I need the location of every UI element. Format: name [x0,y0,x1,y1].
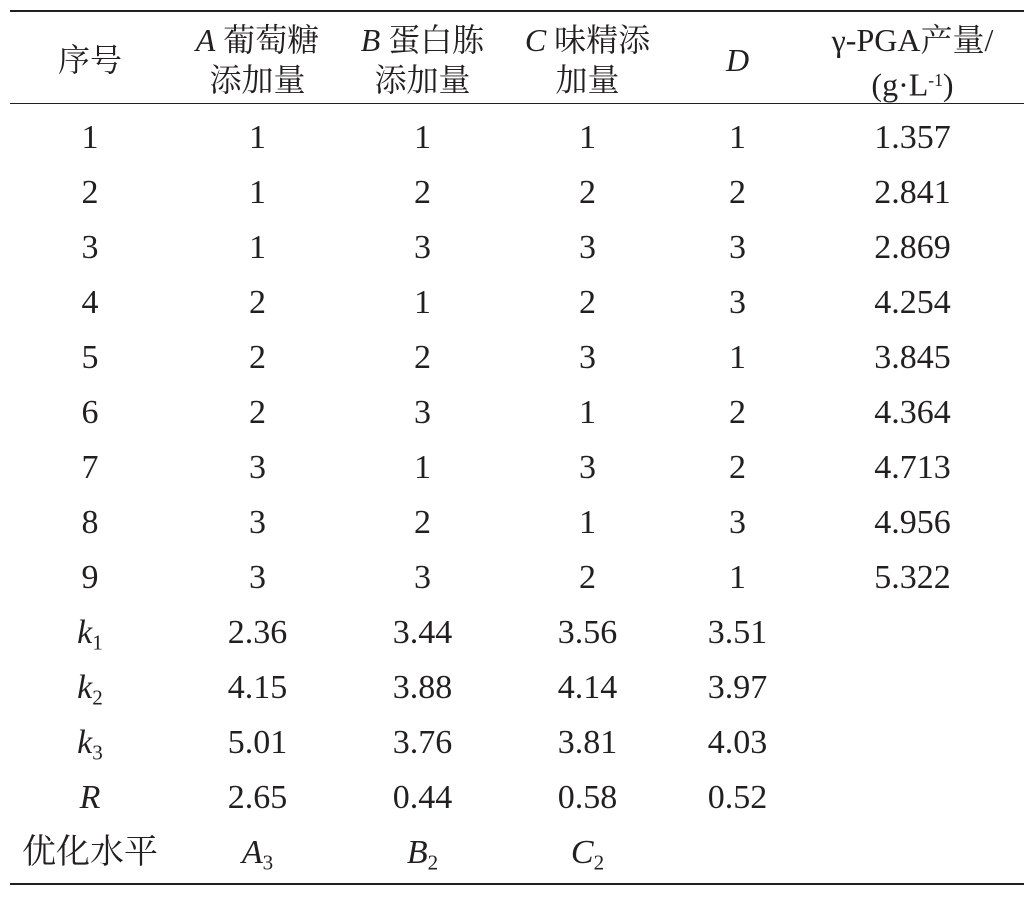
cell-c: 4.14 [557,669,618,706]
row-label-k3: $k_3$ [77,724,103,765]
cell-b: 3.76 [392,724,453,761]
cell-yield: 2.869 [874,229,951,266]
header-peptone-line2: 添加量 [374,62,471,98]
cell-b: 0.44 [392,779,453,816]
cell-yield: 4.956 [874,504,951,541]
cell-serial: 2 [81,174,99,211]
cell-serial: 7 [81,449,99,486]
cell-yield: 4.713 [874,449,951,486]
cell-b: 3 [414,229,431,266]
cell-serial: 5 [81,339,99,376]
cell-b: 2 [414,504,431,541]
cell-a: 1 [249,174,266,211]
row-label-k2: $k_2$ [77,669,103,710]
cell-a: 2 [249,394,266,431]
cell-d: 2 [729,449,746,486]
cell-d: 0.52 [707,779,768,816]
cell-d: 3 [729,504,746,541]
cell-c: 1 [579,119,596,156]
header-msg-letter: C [524,22,547,58]
table-header-rule [10,103,1024,104]
cell-d: 3.97 [707,669,768,706]
row-label-k1: $k_1$ [77,614,103,655]
cell-yield: 4.364 [874,394,951,431]
cell-d: 3.51 [707,614,768,651]
cell-c: 2 [579,284,596,321]
row-label-optimal: 优化水平 [22,834,158,871]
cell-c: 2 [579,559,596,596]
cell-d: 4.03 [707,724,768,761]
cell-b: 3.44 [392,614,453,651]
cell-c: 3.56 [557,614,618,651]
cell-serial: 9 [81,559,99,596]
header-msg-name: 味精添 [554,22,651,58]
cell-b: 1 [414,449,431,486]
cell-c: 1 [579,504,596,541]
cell-d: 2 [729,174,746,211]
cell-b: 3.88 [392,669,453,706]
optimal-c: $C_2$ [570,834,605,875]
cell-c: 1 [579,394,596,431]
cell-c: 3.81 [557,724,618,761]
header-glucose-name: 葡萄糖 [223,22,320,58]
header-yield [800,20,1025,105]
header-yield-unit: $(g\cdot L^{-1})$ [871,66,954,103]
optimal-a: $A_3$ [241,834,274,875]
table-bottom-rule [10,883,1024,885]
cell-yield: 1.357 [874,119,951,156]
header-msg [515,20,660,100]
cell-a: 3 [249,449,266,486]
table-top-rule [10,10,1024,12]
header-yield-line1: γ-PGA产量/ [831,22,994,58]
cell-a: 1 [249,229,266,266]
header-glucose-line2: 添加量 [209,62,306,98]
header-d: D [725,42,750,78]
cell-b: 3 [414,559,431,596]
cell-yield: 2.841 [874,174,951,211]
cell-c: 3 [579,229,596,266]
header-msg-line2: 加量 [555,62,620,98]
header-peptone [350,20,495,100]
cell-a: 2.65 [227,779,288,816]
cell-c: 3 [579,339,596,376]
cell-serial: 1 [81,119,99,156]
cell-serial: 4 [81,284,99,321]
cell-d: 1 [729,119,746,156]
optimal-b: $B_2$ [406,834,439,875]
cell-a: 5.01 [227,724,288,761]
cell-serial: 6 [81,394,99,431]
header-glucose [185,20,330,100]
cell-b: 3 [414,394,431,431]
cell-c: 2 [579,174,596,211]
cell-d: 2 [729,394,746,431]
cell-yield: 3.845 [874,339,951,376]
cell-b: 2 [414,174,431,211]
header-glucose-letter: A [195,22,216,58]
header-peptone-letter: B [360,22,381,58]
cell-d: 1 [729,559,746,596]
cell-b: 2 [414,339,431,376]
header-peptone-name: 蛋白胨 [388,22,485,58]
cell-c: 3 [579,449,596,486]
cell-yield: 5.322 [874,559,951,596]
cell-d: 1 [729,339,746,376]
cell-a: 3 [249,559,266,596]
header-serial: 序号 [57,42,122,78]
cell-yield: 4.254 [874,284,951,321]
cell-a: 2 [249,284,266,321]
cell-a: 1 [249,119,266,156]
cell-a: 2.36 [227,614,288,651]
cell-d: 3 [729,229,746,266]
cell-a: 3 [249,504,266,541]
cell-c: 0.58 [557,779,618,816]
cell-a: 4.15 [227,669,288,706]
cell-a: 2 [249,339,266,376]
cell-b: 1 [414,119,431,156]
row-label-r: R [79,779,101,816]
cell-serial: 3 [81,229,99,266]
cell-serial: 8 [81,504,99,541]
cell-d: 3 [729,284,746,321]
cell-b: 1 [414,284,431,321]
